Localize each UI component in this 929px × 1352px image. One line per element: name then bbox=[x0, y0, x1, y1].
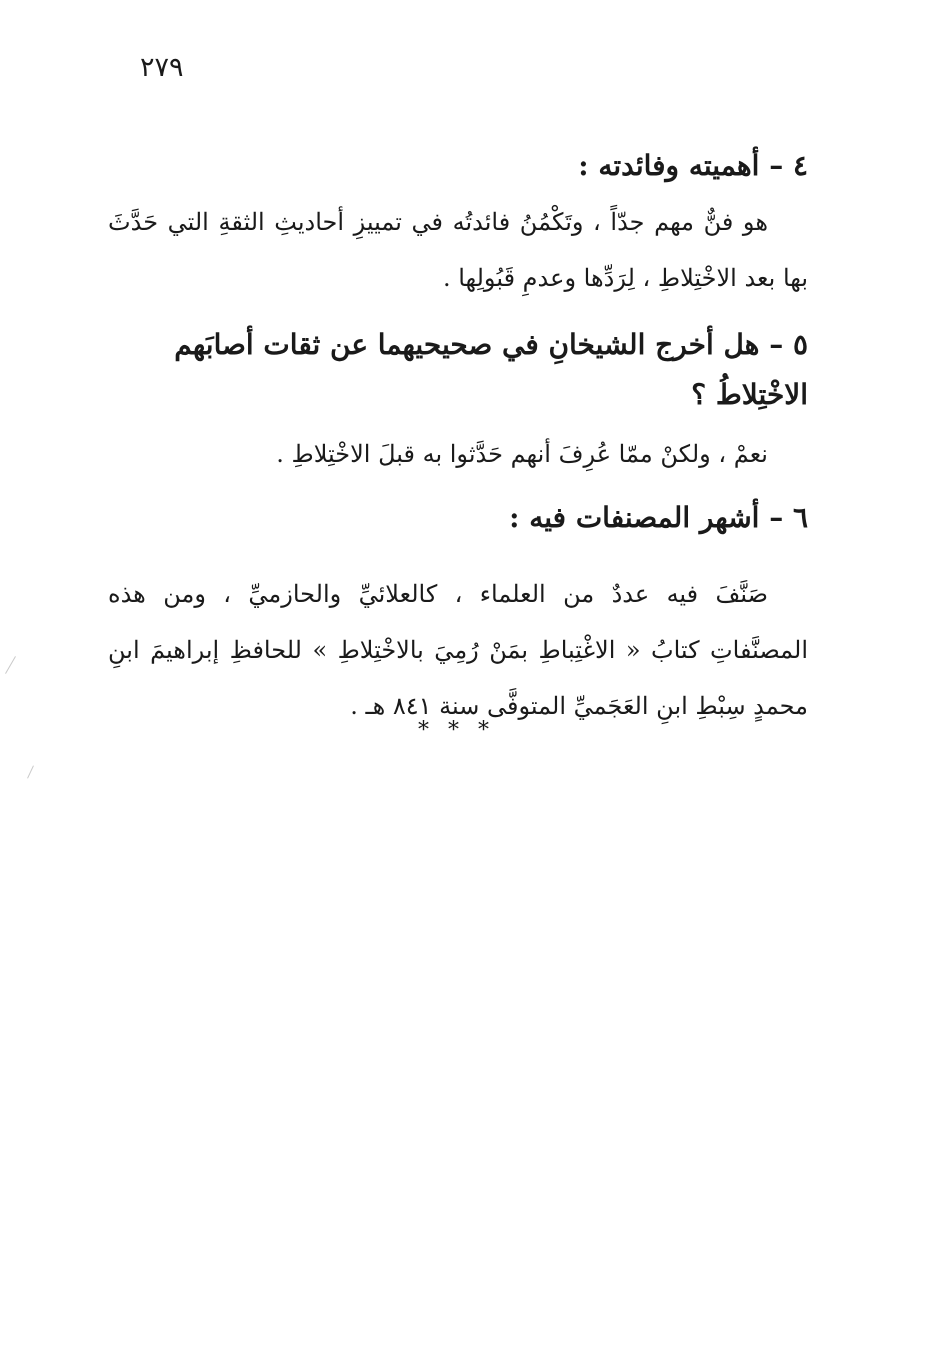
section-heading-works: ٦ – أشهر المصنفات فيه : bbox=[509, 501, 808, 534]
scan-artifact bbox=[5, 656, 16, 674]
section-heading-importance: ٤ – أهميته وفائدته : bbox=[578, 149, 808, 182]
section-paragraph-works: صَنَّفَ فيه عددٌ من العلماء ، كالعلائيِّ والحازميِّ ، ومن هذه المصنَّفاتِ كتابُ « الاغْتِباطِ بمَنْ رُمِيَ بالاخْتِلاطِ » للحافظِ إبراهيمَ ابنِ محمدٍ سِبْطِ ابنِ العَجَميِّ المتوفَّى سنة ٨٤١ هـ . bbox=[108, 580, 808, 720]
section-heading-shaykhan: ٥ – هل أخرج الشيخانِ في صحيحيهما عن ثقات أصابَهم الاخْتِلاطُ ؟ bbox=[174, 328, 808, 411]
section-paragraph-importance: هو فنٌّ مهم جدّاً ، وتَكْمُنُ فائدتُه في تمييزِ أحاديثِ الثقةِ التي حَدَّثَ بها بعد الاخْتِلاطِ ، لِرَدِّها وعدمِ قَبُولِها . bbox=[108, 208, 808, 292]
section-paragraph-shaykhan: نعمْ ، ولكنْ ممّا عُرِفَ أنهم حَدَّثوا به قبلَ الاخْتِلاطِ . bbox=[276, 440, 768, 468]
separator-stars: * * * bbox=[418, 718, 495, 743]
page-number: ٢٧٩ bbox=[140, 52, 184, 83]
section-separator bbox=[0, 718, 929, 743]
page-content bbox=[108, 140, 808, 734]
scan-artifact bbox=[27, 765, 34, 778]
